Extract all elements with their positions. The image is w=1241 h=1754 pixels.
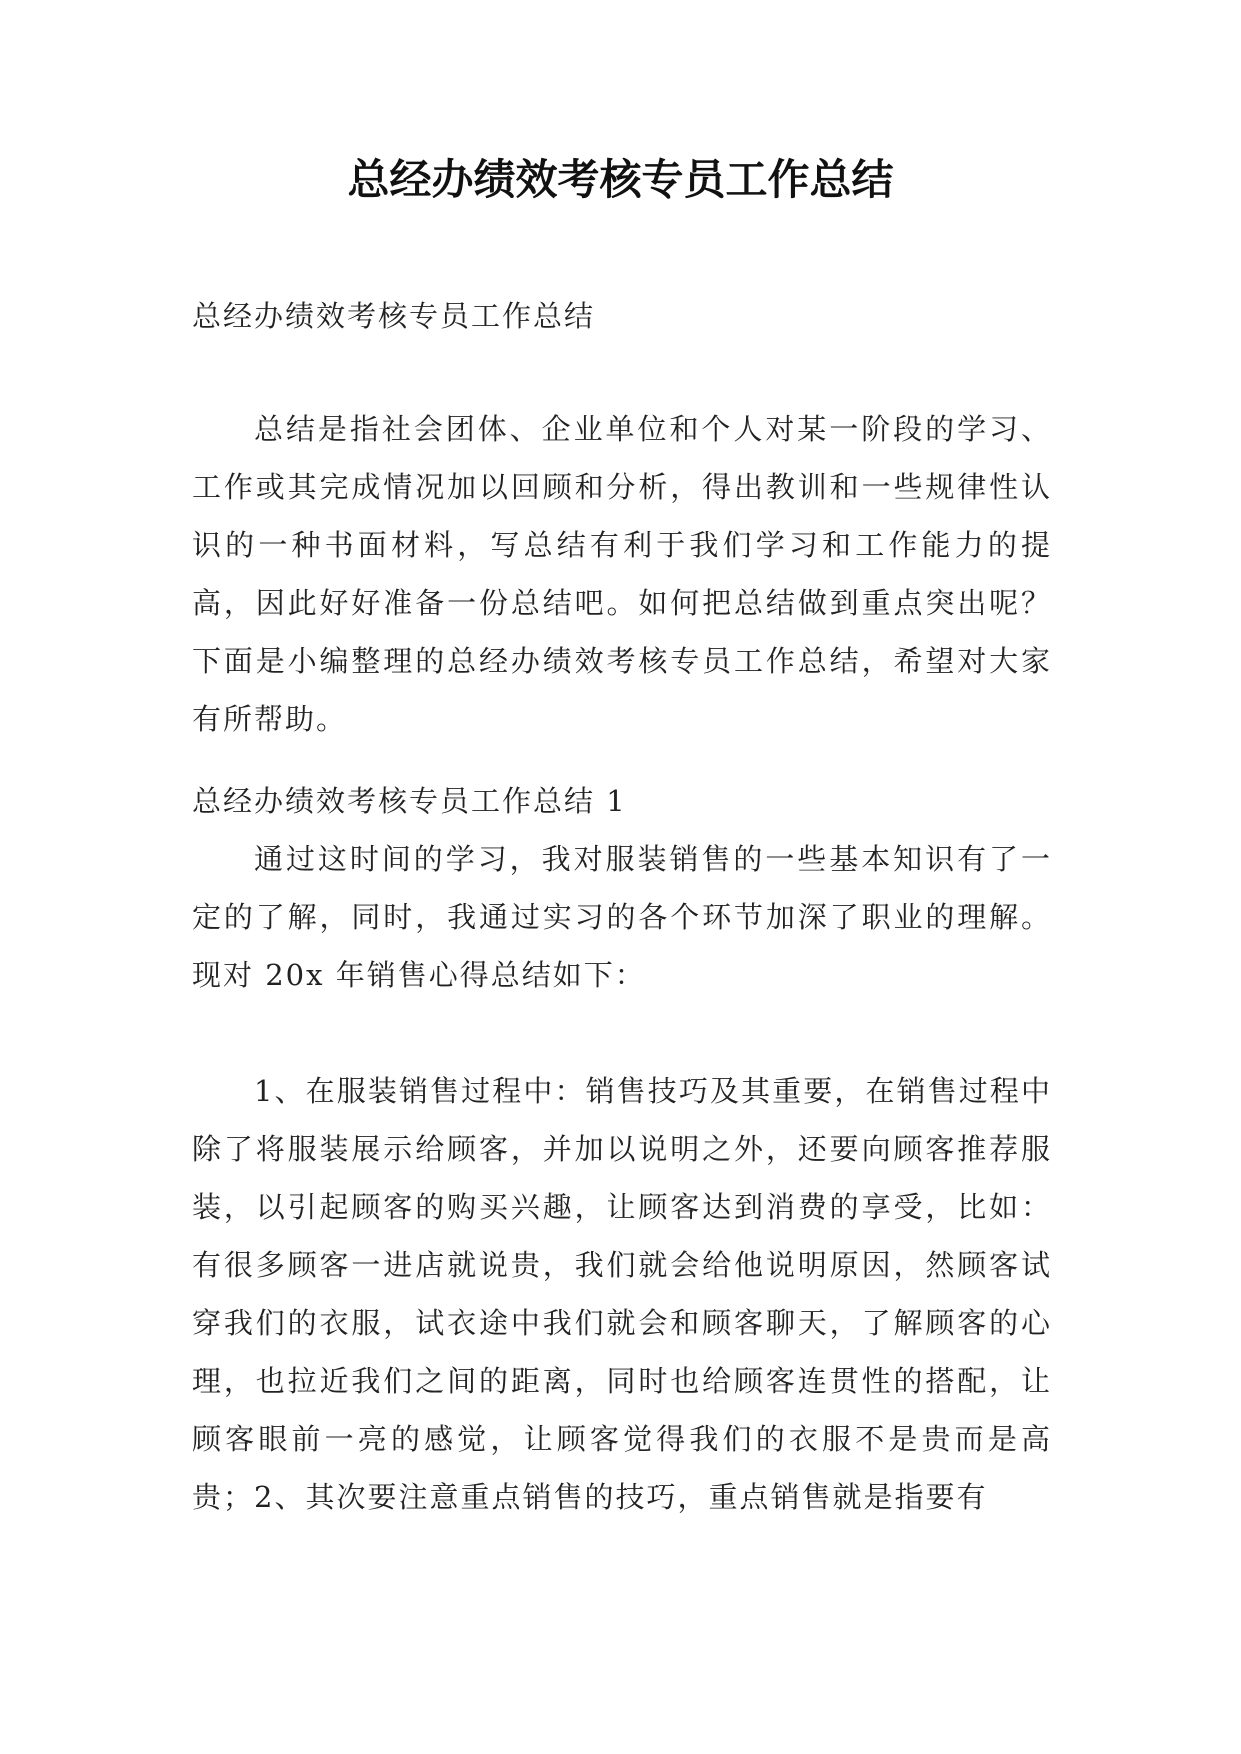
body-paragraph-3: 2、其次要注意重点销售的技巧，重点销售就是指要有: [254, 1480, 988, 1514]
document-title: 总经办绩效考核专员工作总结: [347, 155, 894, 204]
body-paragraph-1: 通过这时间的学习，我对服装销售的一些基本知识有了一定的了解，同时，我通过实习的各个环节加深了职业的理解。现对 20x 年销售心得总结如下：: [192, 842, 1052, 992]
body-paragraph-2: 1、在服装销售过程中：销售技巧及其重要，在销售过程中除了将服装展示给顾客，并加以说明之外，还要向顾客推荐服装，以引起顾客的购买兴趣，让顾客达到消费的享受，比如：有很多顾客一进店就说贵，我们就会给他说明原因，然顾客试穿我们的衣服，试衣途中我们就会和顾客聊天，了解顾客的心理，也拉近我们之间的距离，同时也给顾客连贯性的搭配，让顾客眼前一亮的感觉，让顾客觉得我们的衣服不是贵而是高贵；: [192, 1074, 1052, 1514]
section-heading: 总经办绩效考核专员工作总结 1: [192, 784, 627, 818]
intro-paragraph: 总结是指社会团体、企业单位和个人对某一阶段的学习、工作或其完成情况加以回顾和分析，得出教训和一些规律性认识的一种书面材料，写总结有利于我们学习和工作能力的提高，因此好好准备一份总结吧。如何把总结做到重点突出呢？下面是小编整理的总经办绩效考核专员工作总结，希望对大家有所帮助。: [192, 412, 1052, 736]
document-subtitle: 总经办绩效考核专员工作总结: [192, 299, 596, 333]
